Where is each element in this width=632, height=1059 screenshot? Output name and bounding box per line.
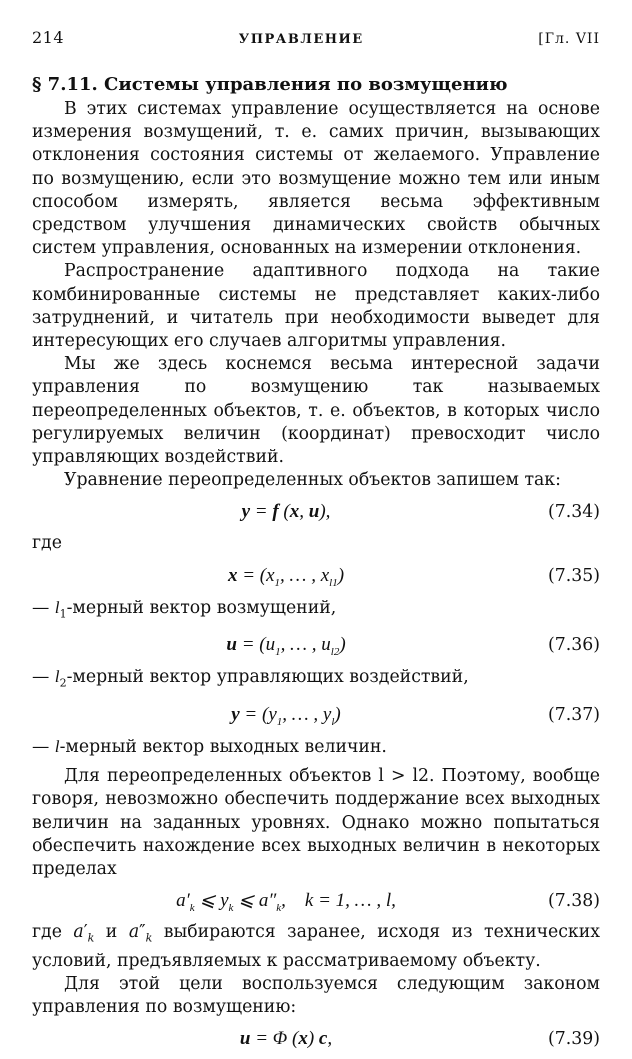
equation-expr: $x = (x_1$, … , $x_{l1}$): [227, 564, 345, 589]
page-header: [32, 28, 600, 50]
equation-number: (7.34): [548, 502, 600, 523]
vector-u-desc: — $l_2$-мерный вектор управляющих воздействий,: [32, 667, 469, 690]
equation-7-35: [32, 556, 600, 596]
overdetermined-paragraph: Для переопределенных объектов l > l2. Поэтому, вообще говоря, невозможно обеспечить поддержание всех выходных величин на заданных уровнях. Однако можно попытаться обеспечить нахождение всех выходных величин в некоторых пределах: [32, 766, 600, 879]
equation-expr: $y = (y_1$, … , $y_l$): [231, 703, 341, 728]
chapter-label: [Гл. VII: [538, 31, 600, 47]
equation-7-38: [32, 881, 600, 921]
equation-7-34: [32, 492, 600, 532]
equation-number: (7.39): [548, 1029, 600, 1050]
equation-expr: y = f (x, u),: [241, 501, 331, 523]
where-label: где: [32, 533, 62, 554]
vector-y-desc: — l-мерный вектор выходных величин.: [32, 736, 387, 757]
equation-number: (7.37): [548, 704, 600, 725]
equation-number: (7.35): [548, 565, 600, 586]
paragraph-3: Мы же здесь коснемся весьма интересной задачи управления по возмущению так называемых переопределенных объектов, т. е. объектов, в которых число регулируемых величин (координат) превосходит число управляющих воздействий.: [32, 354, 600, 468]
equation-7-36: [32, 625, 600, 665]
running-title: УПРАВЛЕНИЕ: [238, 32, 364, 47]
page-number: 214: [32, 28, 65, 47]
control-law-intro: Для этой цели воспользуемся следующим законом управления по возмущению:: [32, 974, 600, 1018]
equation-expr: $u = (u_1$, … , $u_{l2}$): [226, 634, 346, 659]
paragraph-2: Распространение адаптивного подхода на такие комбинированные системы не представляет каких-либо затруднений, и читатель при необходимости выведет для интересующих его случаев алгоритмы управления.: [32, 261, 600, 352]
book-page: [32, 28, 600, 1059]
bounds-paragraph: где $a'_k$ и $a''_k$ выбираются заранее, исходя из технических условий, предъявляемых к рассматриваемому объекту.: [32, 922, 600, 971]
section-title: § 7.11. Системы управления по возмущению: [32, 74, 508, 95]
equation-7-39: [32, 1019, 600, 1059]
equation-intro: Уравнение переопределенных объектов запишем так:: [64, 470, 561, 491]
paragraph-1: В этих системах управление осуществляется на основе измерения возмущений, т. е. самих причин, вызывающих отклонения состояния системы от желаемого. Управление по возмущению, если это возмущение можно тем или иным способом измерять, является весьма эффективным средством улучшения динамических свойств обычных систем управления, основанных на измерении отклонения.: [32, 99, 600, 259]
equation-number: (7.38): [548, 891, 600, 912]
equation-7-37: [32, 695, 600, 735]
vector-x-desc: — $l_1$-мерный вектор возмущений,: [32, 597, 337, 621]
equation-expr: $a'_k$ ⩽ $y_k$ ⩽ $a''_k$, k = 1, … , l,: [176, 890, 396, 914]
equation-expr: u = Φ (x) c,: [239, 1028, 333, 1050]
equation-number: (7.36): [548, 635, 600, 656]
